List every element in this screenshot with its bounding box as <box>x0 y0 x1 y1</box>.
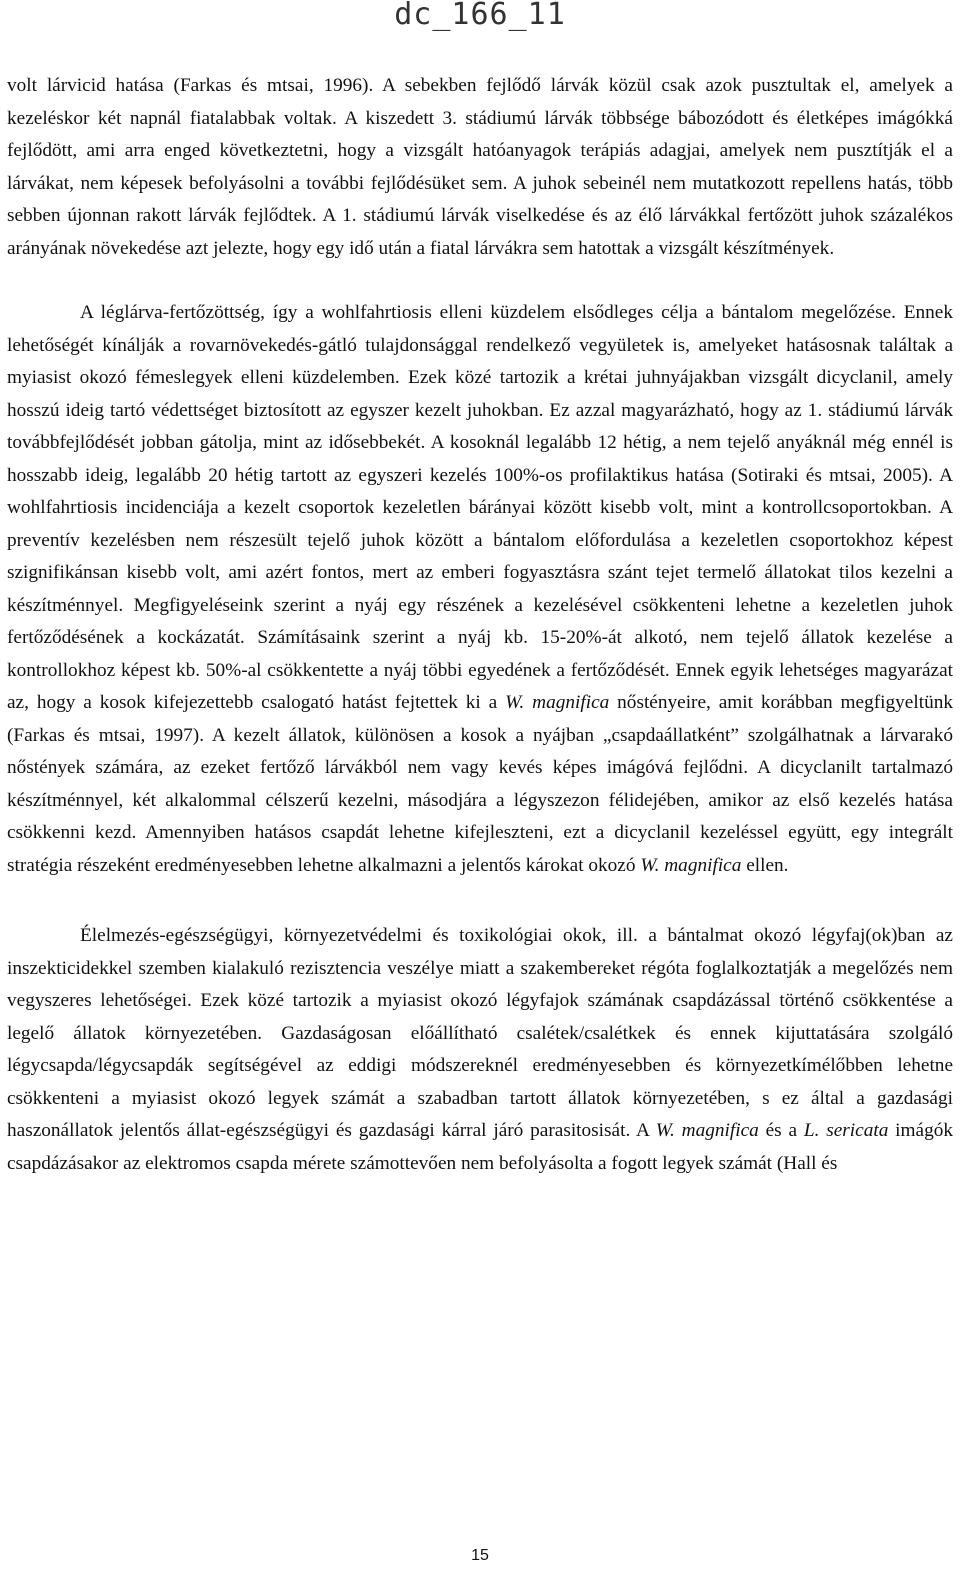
paragraph-1: volt lárvicid hatása (Farkas és mtsai, 1996). A sebekben fejlődő lárvák közül csak azok pusztultak el, amelyek a kezeléskor két napnál fiatalabbak voltak. A kiszedett 3. stádiumú lárvák többsége bábozódott és életképes imágókká fejlődött, ami arra enged következtetni, hogy a vizsgált hatóanyagok terápiás adagjai, amelyek nem pusztítják el a lárvákat, nem képesek befolyásolni a további fejlődésüket sem. A juhok sebeinél nem mutatkozott repellens hatás, több sebben újonnan rakott lárvák fejlődtek. A 1. stádiumú lárvák viselkedése és az élő lárvákkal fertőzött juhok százalékos arányának növekedése azt jelezte, hogy egy idő után a fiatal lárvákra sem hatottak a vizsgált készítmények. <box>7 75 953 259</box>
paragraph-3-text-a: Élelmezés-egészségügyi, környezetvédelmi és toxikológiai okok, ill. a bántalmat okozó légyfaj(ok)ban az inszekticidekkel szemben kialakuló rezisztencia veszélye miatt a szakembereket régóta foglalkoztatják a megelőzés nem vegyszeres lehetőségei. Ezek közé tartozik a myiasist okozó légyfajok számának csapdázással történő csökkentése a legelő állatok környezetében. Gazdaságosan előállítható csalétek/csalétkek és ennek kijuttatására szolgáló légycsapda/légycsapdák segítségével az eddigi módszereknél eredményesebben és környezetkímélőbben lehetne csökkenteni a myiasist okozó legyek számát a szabadban tartott állatok környezetében, s ez által a gazdasági haszonállatok jelentős állat-egészségügyi és gazdasági kárral járó parasitosisát. A <box>7 925 953 1141</box>
paragraph-2 <box>7 297 953 882</box>
document-body <box>7 70 953 1180</box>
document-code-header: dc_166_11 <box>394 0 566 32</box>
paragraph-2-text-c: ellen. <box>741 854 789 876</box>
paragraph-3-text-b: és a <box>758 1120 804 1141</box>
species-name: W. magnifica <box>505 692 610 713</box>
species-name: W. magnifica <box>655 1120 759 1141</box>
paragraph-2-text-a: A léglárva-fertőzöttség, így a wohlfahrtiosis elleni küzdelem elsődleges célja a bántalom megelőzése. Ennek lehetőségét kínálják a rovarnövekedés-gátló tulajdonsággal rendelkező vegyületek is, amelyeket hatásosnak találtak a myiasist okozó fémeslegyek elleni küzdelemben. Ezek közé tartozik a krétai juhnyájakban vizsgált dicyclanil, amely hosszú ideig tartó védettséget biztosított az egyszer kezelt juhokban. Ez azzal magyarázható, hogy az 1. stádiumú lárvák továbbfejlődését jobban gátolja, mint az idősebbekét. A kosoknál legalább 12 hétig, a nem tejelő anyáknál még ennél is hosszabb ideig, legalább 20 hétig tartott az egyszeri kezelés 100%-os profilaktikus hatása (Sotiraki és mtsai, 2005). A wohlfahrtiosis incidenciája a kezelt csoportok kezeletlen bárányai között kisebb volt, mint a kontrollcsoportokban. A preventív kezelésben nem részesült tejelő juhok között a bántalom előfordulása a kezeletlen csoportokhoz képest szignifikánsan kisebb volt, ami azért fontos, mert az emberi fogyasztásra szánt tejet termelő állatokat tilos kezelni a készítménnyel. Megfigyeléseink szerint a nyáj egy részének a kezelésével csökkenteni lehetne a kezeletlen juhok fertőződésének a kockázatát. Számításaink szerint a nyáj kb. 15-20%-át alkotó, nem tejelő állatok kezelése a kontrollokhoz képest kb. 50%-al csökkentette a nyáj többi egyedének a fertőződését. Ennek egyik lehetséges magyarázat az, hogy a kosok kifejezettebb csalogató hatást fejtettek ki a <box>7 302 953 713</box>
page-number: 15 <box>471 1547 489 1564</box>
species-name: W. magnifica <box>640 854 742 876</box>
paragraph-3-text-c: imágók csapdázásakor az elektromos csapda mérete számottevően nem befolyásolta a fogott legyek számát (Hall és <box>7 1120 953 1174</box>
paragraph-2-text-b: nőstényeire, amit korábban megfigyeltünk (Farkas és mtsai, 1997). A kezelt állatok, különösen a kosok a nyájban „csapdaállatként” szolgálhatnak a lárvarakó nőstények számára, az ezeket fertőző lárvákból nem vagy kevés képes imágóvá fejlődni. A dicyclanilt tartalmazó készítménnyel, két alkalommal célszerű kezelni, másodjára a légyszezon félidejében, amikor az első kezelés hatása csökkenni kezd. Amennyiben hatásos csapdát lehetne kifejleszteni, ezt a dicyclanil kezeléssel együtt, egy integrált stratégia részeként eredményesebben lehetne alkalmazni a jelentős károkat okozó <box>7 692 953 876</box>
species-name: L. sericata <box>803 1120 889 1141</box>
paragraph-3 <box>7 920 953 1180</box>
